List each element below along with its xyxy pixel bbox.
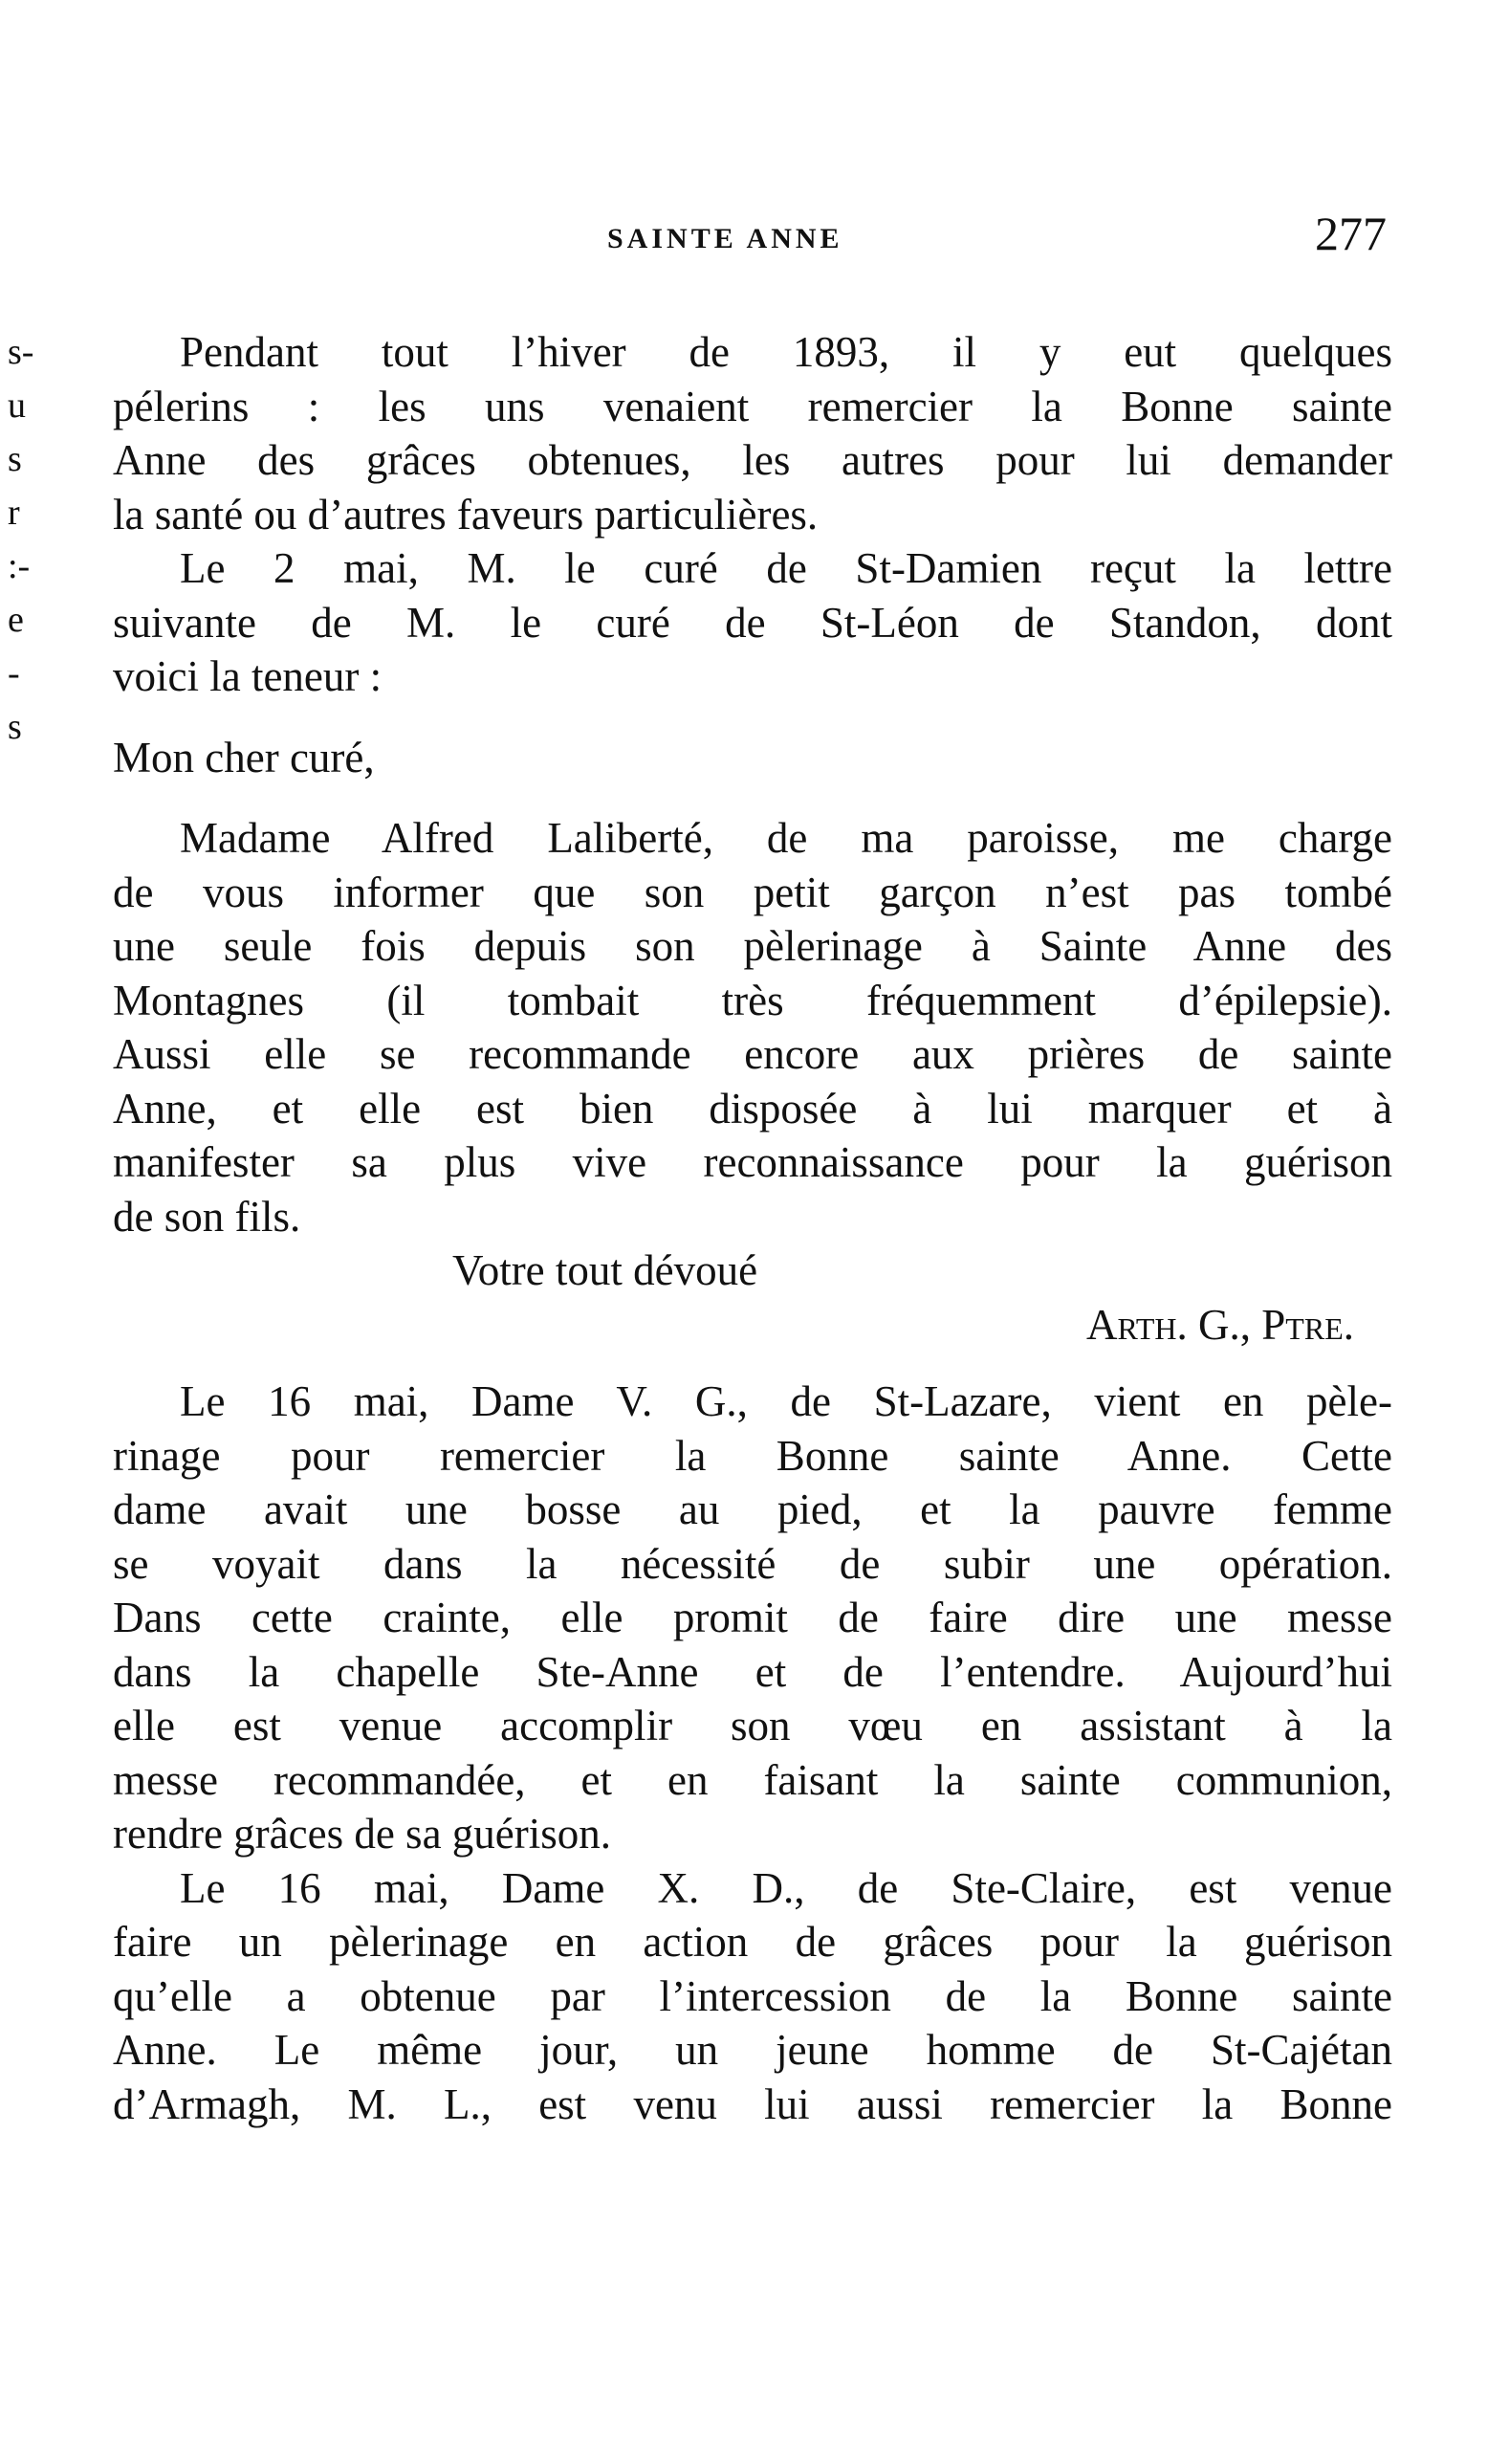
- margin-fragment: r: [8, 493, 20, 533]
- letter-body: [113, 811, 1392, 1243]
- text-line: Pendant tout l’hiver de 1893, il y eut quelques: [180, 328, 1392, 376]
- letter-salutation: [113, 731, 1392, 785]
- paragraph-winter-pilgrims: [113, 325, 1392, 541]
- text-line: suivante de M. le curé de St-Léon de Standon, dont: [113, 598, 1392, 647]
- text-line: rendre grâces de sa guérison.: [113, 1810, 612, 1858]
- text-line: Montagnes (il tombait très fréquemment d’épilepsie).: [113, 976, 1392, 1024]
- page-header: [115, 206, 1387, 273]
- margin-fragment: :-: [8, 546, 31, 586]
- margin-fragment: s: [8, 707, 22, 747]
- text-line: la santé ou d’autres faveurs particulières.: [113, 490, 819, 539]
- text-line: dans la chapelle Ste-Anne et de l’entendre. Aujourd’hui: [113, 1647, 1392, 1696]
- text-line: se voyait dans la nécessité de subir une opération.: [113, 1539, 1392, 1588]
- paragraph-dame-xd: [113, 1861, 1392, 2132]
- text-line: Mon cher curé,: [113, 733, 375, 781]
- margin-fragment: u: [8, 385, 26, 426]
- text-line: Dans cette crainte, elle promit de faire dire une messe: [113, 1594, 1392, 1641]
- text-line: Le 2 mai, M. le curé de St-Damien reçut la lettre: [180, 544, 1392, 592]
- text-line: Madame Alfred Laliberté, de ma paroisse, me charge: [180, 814, 1392, 862]
- text-line: faire un pèlerinage en action de grâces pour la guérison: [113, 1918, 1392, 1966]
- text-line: dame avait une bosse au pied, et la pauvre femme: [113, 1485, 1392, 1533]
- text-line: qu’elle a obtenue par l’intercession de la Bonne sainte: [113, 1971, 1392, 2020]
- margin-fragment: -: [8, 653, 20, 693]
- text-line: de son fils.: [113, 1192, 301, 1241]
- text-line: voici la teneur :: [113, 652, 383, 700]
- text-line: de vous informer que son petit garçon n’est pas tombé: [113, 868, 1392, 916]
- letter-closing: [113, 1243, 1392, 1298]
- text-line: manifester sa plus vive reconnaissance pour la guérison: [113, 1138, 1392, 1186]
- text-line: d’Armagh, M. L., est venu lui aussi remercier la Bonne: [113, 2079, 1392, 2128]
- text-line: Aussi elle se recommande encore aux prières de sainte: [113, 1030, 1392, 1078]
- text-line: Le 16 mai, Dame V. G., de St-Lazare, vient en pèle-: [180, 1377, 1392, 1425]
- text-line: Le 16 mai, Dame X. D., de Ste-Claire, est venue: [180, 1863, 1392, 1912]
- body-text: [113, 325, 1392, 2131]
- text-line: Votre tout dévoué: [452, 1246, 758, 1294]
- left-margin-fragments: [8, 325, 46, 754]
- text-line: pélerins : les uns venaient remercier la Bonne sainte: [113, 382, 1392, 430]
- margin-fragment: s: [8, 439, 22, 479]
- letter-signature: [113, 1298, 1392, 1353]
- signature-text: Arth. G., Ptre.: [1085, 1300, 1354, 1349]
- text-line: une seule fois depuis son pèlerinage à Sainte Anne des: [113, 922, 1392, 970]
- page-number: 277: [1315, 207, 1387, 260]
- paragraph-letter-intro: [113, 541, 1392, 704]
- margin-fragment: e: [8, 600, 24, 640]
- paragraph-dame-vg: [113, 1375, 1392, 1861]
- text-line: Anne. Le même jour, un jeune homme de St-Cajétan: [113, 2026, 1392, 2074]
- running-title: SAINTE ANNE: [607, 223, 843, 254]
- text-line: Anne, et elle est bien disposée à lui marquer et à: [113, 1084, 1392, 1133]
- text-line: messe recommandée, et en faisant la sainte communion,: [113, 1755, 1392, 1804]
- text-line: rinage pour remercier la Bonne sainte Anne. Cette: [113, 1431, 1392, 1480]
- text-line: elle est venue accomplir son vœu en assistant à la: [113, 1702, 1392, 1749]
- text-line: Anne des grâces obtenues, les autres pour lui demander: [113, 436, 1392, 484]
- margin-fragment: s-: [8, 332, 34, 372]
